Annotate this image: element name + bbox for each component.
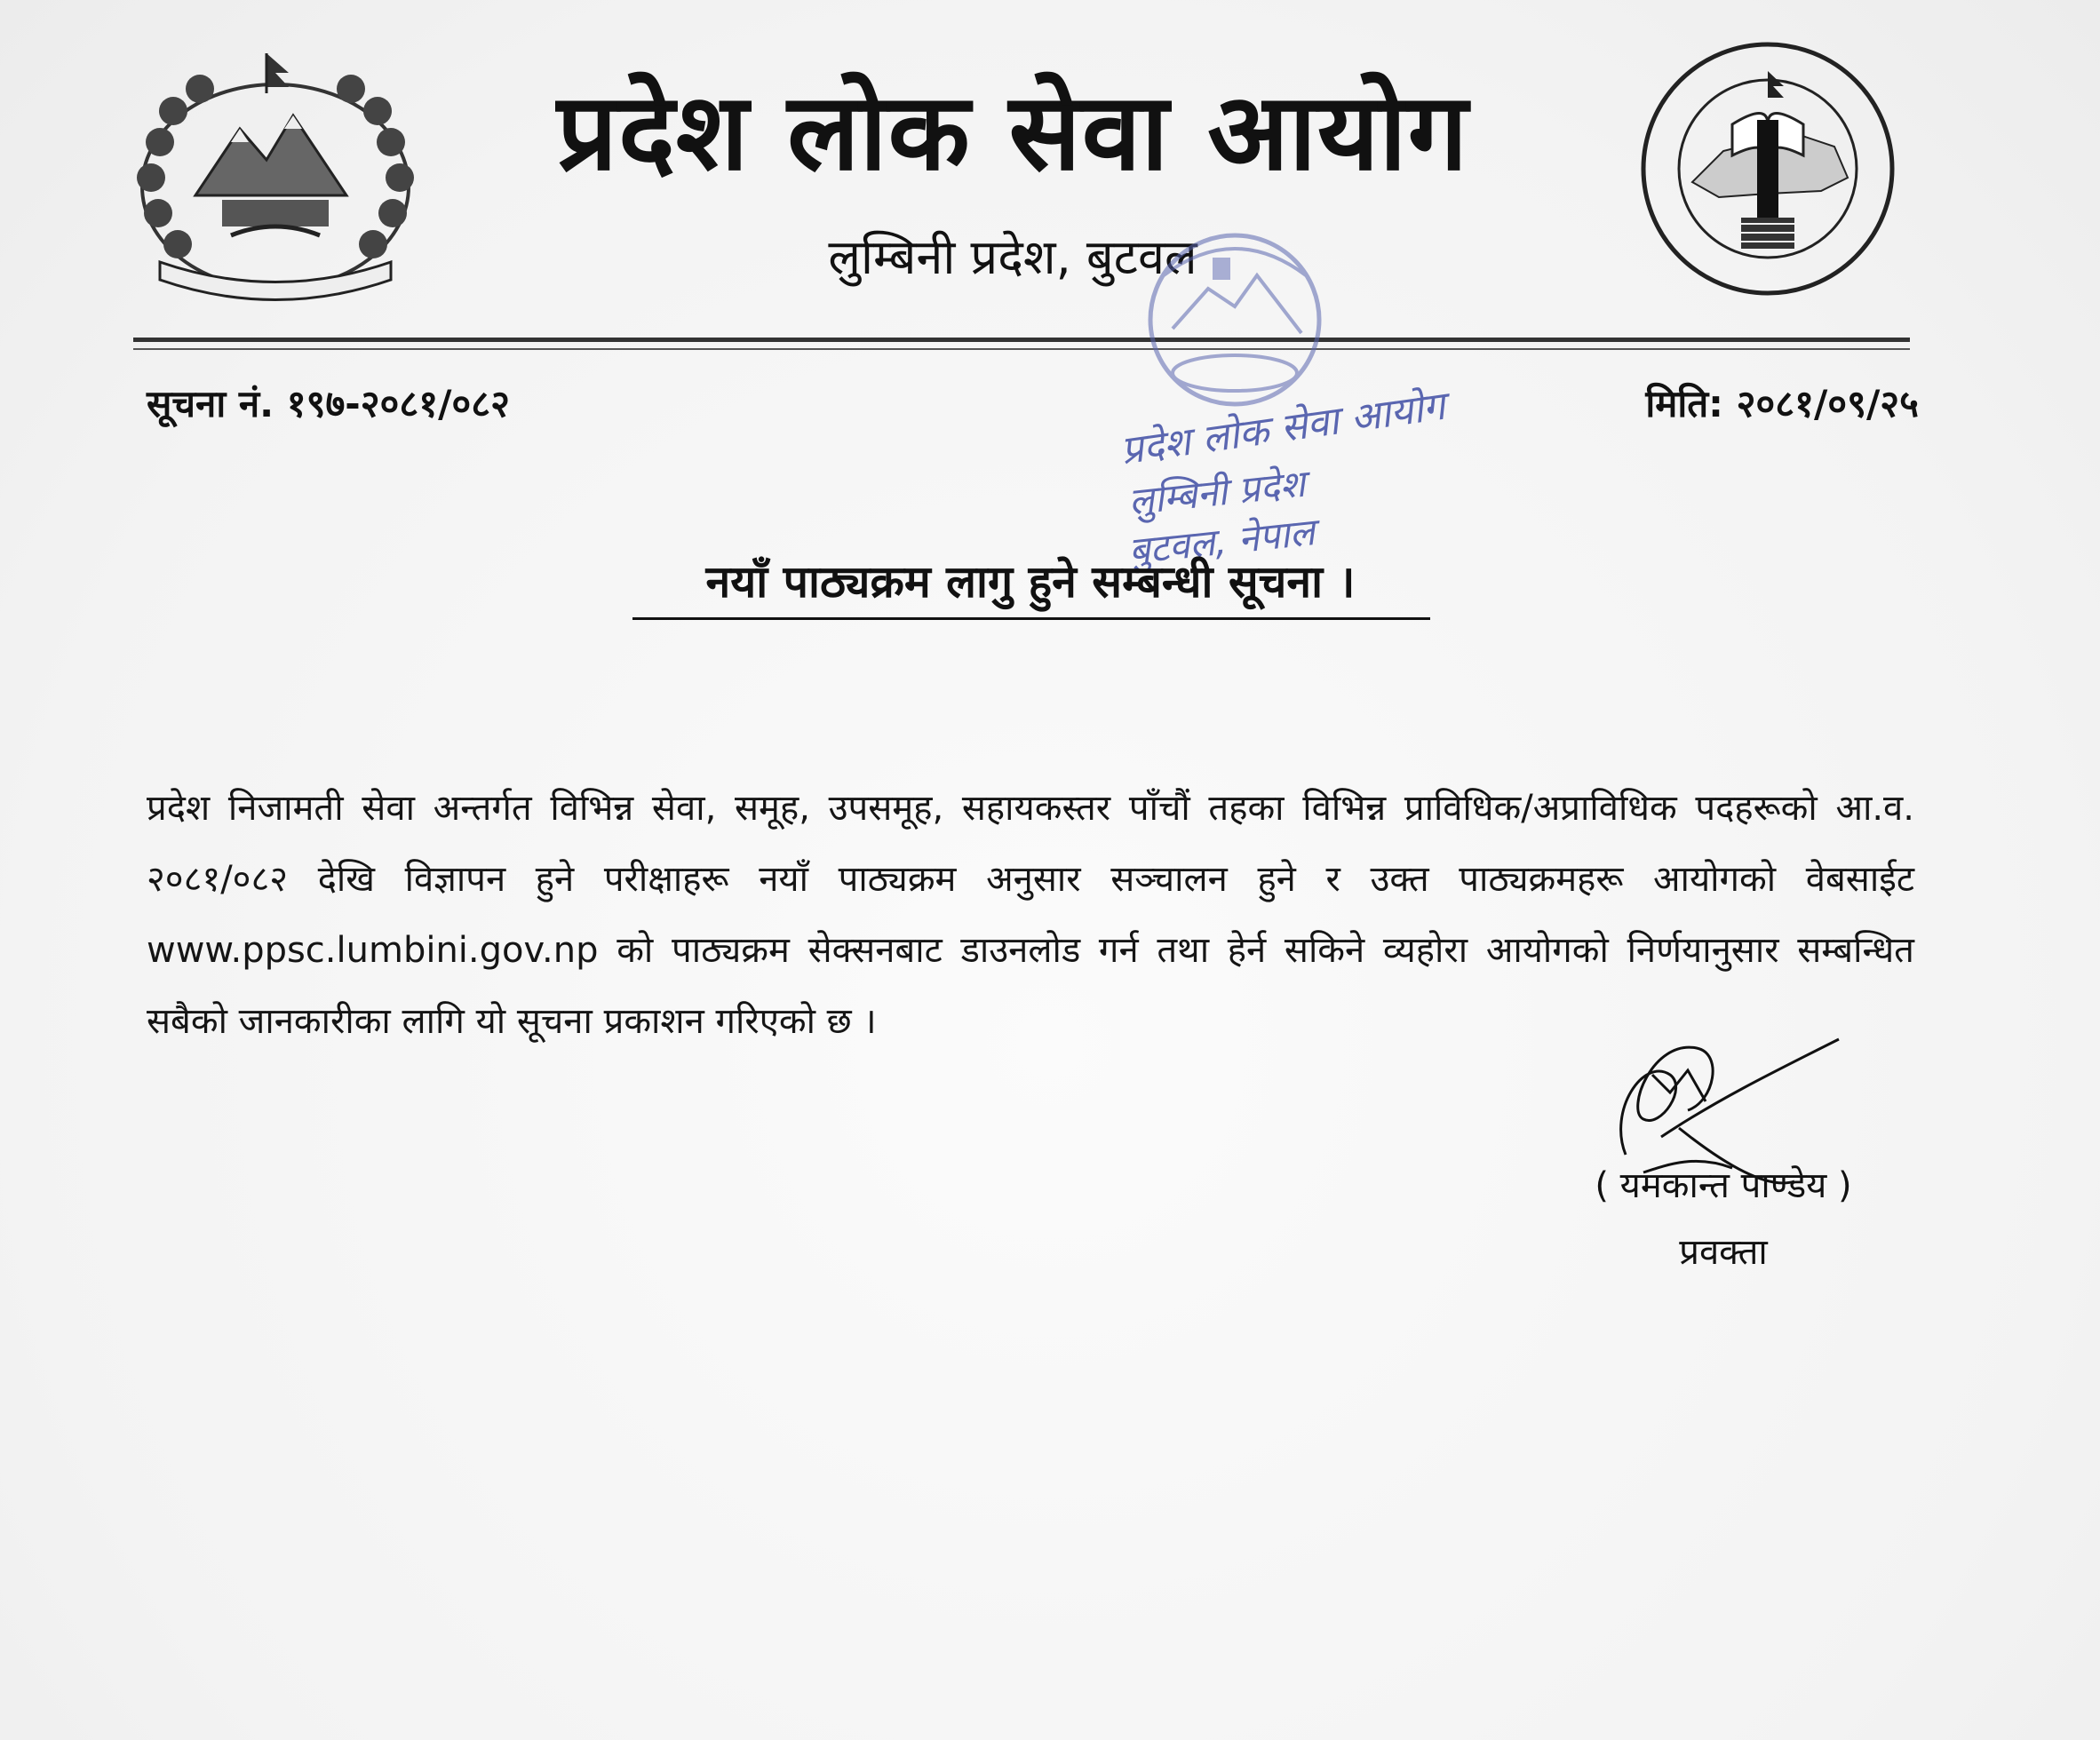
office-location: लुम्बिनी प्रदेश, बुटवल xyxy=(828,229,1197,285)
signatory-designation: प्रवक्ता xyxy=(1679,1232,1768,1273)
notice-heading: नयाँ पाठ्यक्रम लागु हुने सम्बन्धी सूचना । xyxy=(705,556,1356,608)
nepal-coat-of-arms-icon xyxy=(124,44,426,302)
stamp-line-office: प्रदेश लोक सेवा आयोग xyxy=(1118,383,1448,474)
stamp-line-province: लुम्बिनी प्रदेश xyxy=(1126,461,1308,524)
ppsc-lumbini-seal-icon xyxy=(1635,36,1901,302)
office-name: प्रदेश लोक सेवा आयोग xyxy=(556,71,1469,195)
stamp-line-city: बुटवल, नेपाल xyxy=(1126,510,1317,573)
notice-number: सूचना नं. १९७-२०८१/०८२ xyxy=(147,382,510,425)
notice-body: प्रदेश निजामती सेवा अन्तर्गत विभिन्न सेवा, समूह, उपसमूह, सहायकस्तर पाँचौं तहका विभिन्न प्राविधिक/अप्राविधिक पदहरूको आ.व. २०८१/०८२ देखि विज्ञापन हुने परीक्षाहरू नयाँ पाठ्यक्रम अनुसार सञ्चालन हुने र उक्त पाठ्यक्रमहरू आयोगको वेबसाईट www.ppsc.lumbini.gov.np को पाठ्यक्रम सेक्सनबाट डाउनलोड गर्न तथा हेर्न सकिने व्यहोरा आयोगको निर्णयानुसार सम्बन्धित सबैको जानकारीका लागि यो सूचना प्रकाशन गरिएको छ । xyxy=(147,788,1914,1042)
header-divider xyxy=(133,338,1910,342)
signatory-name: ( यमकान्त पाण्डेय ) xyxy=(1595,1165,1852,1206)
header-divider-secondary xyxy=(133,348,1910,350)
heading-underline xyxy=(632,617,1430,620)
notice-date: मिति: २०८१/०९/२५ xyxy=(1645,382,1919,425)
